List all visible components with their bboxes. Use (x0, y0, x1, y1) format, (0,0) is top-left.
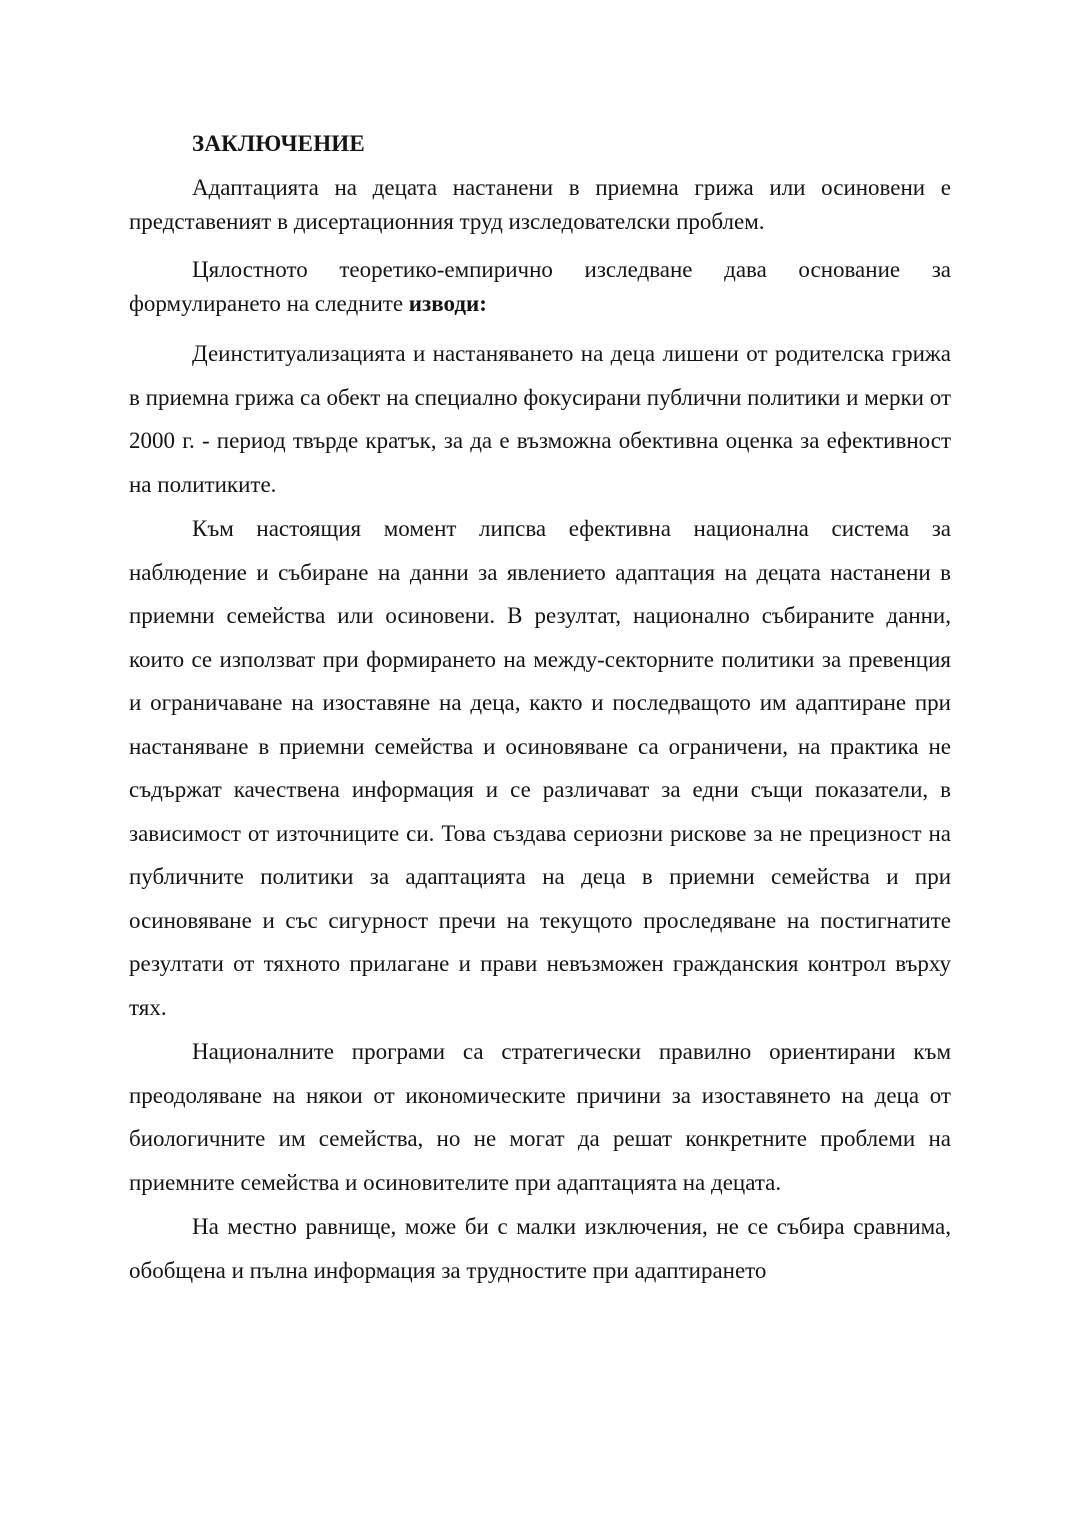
conclusions-label: изводи: (408, 291, 487, 316)
document-body (129, 127, 951, 1292)
paragraph-conclusions-intro-text: Цялостното теоретико-емпирично изследване дава основание за формулирането на следните (129, 257, 951, 316)
paragraph-conclusions-intro (129, 253, 951, 321)
section-heading: ЗАКЛЮЧЕНИЕ (192, 131, 365, 156)
paragraph-deinstitutionalization: Деинституализацията и настаняването на деца лишени от родителска грижа в приемна грижа са обект на специално фокусирани публични политики и мерки от 2000 г. - период твърде кратък, за да е възможна обективна оценка за ефективност на политиките. (129, 341, 951, 497)
paragraph-research-problem: Адаптацията на децата настанени в приемна грижа или осиновени е представеният в дисертационния труд изследователски проблем. (129, 175, 951, 234)
paragraph-national-programs: Националните програми са стратегически правилно ориентирани към преодоляване на някои от икономическите причини за изоставянето на деца от биологичните им семейства, но не могат да решат конкретните проблеми на приемните семейства и осиновителите при адаптацията на децата. (129, 1039, 951, 1195)
paragraph-monitoring-system: Към настоящия момент липсва ефективна национална система за наблюдение и събиране на данни за явлението адаптация на децата настанени в приемни семейства или осиновени. В резултат, национално събираните данни, които се използват при формирането на между-секторните политики за превенция и ограничаване на изоставяне на деца, както и последващото им адаптиране при настаняване в приемни семейства и осиновяване са ограничени, на практика не съдържат качествена информация и се различават за едни същи показатели, в зависимост от източниците си. Това създава сериозни рискове за не прецизност на публичните политики за адаптацията на деца в приемни семейства и при осиновяване и със сигурност пречи на текущото проследяване на постигнатите резултати от тяхното прилагане и прави невъзможен гражданския контрол върху тях. (129, 516, 951, 1020)
paragraph-local-level: На местно равнище, може би с малки изключения, не се събира сравнима, обобщена и пълна информация за трудностите при адаптирането (129, 1214, 951, 1283)
